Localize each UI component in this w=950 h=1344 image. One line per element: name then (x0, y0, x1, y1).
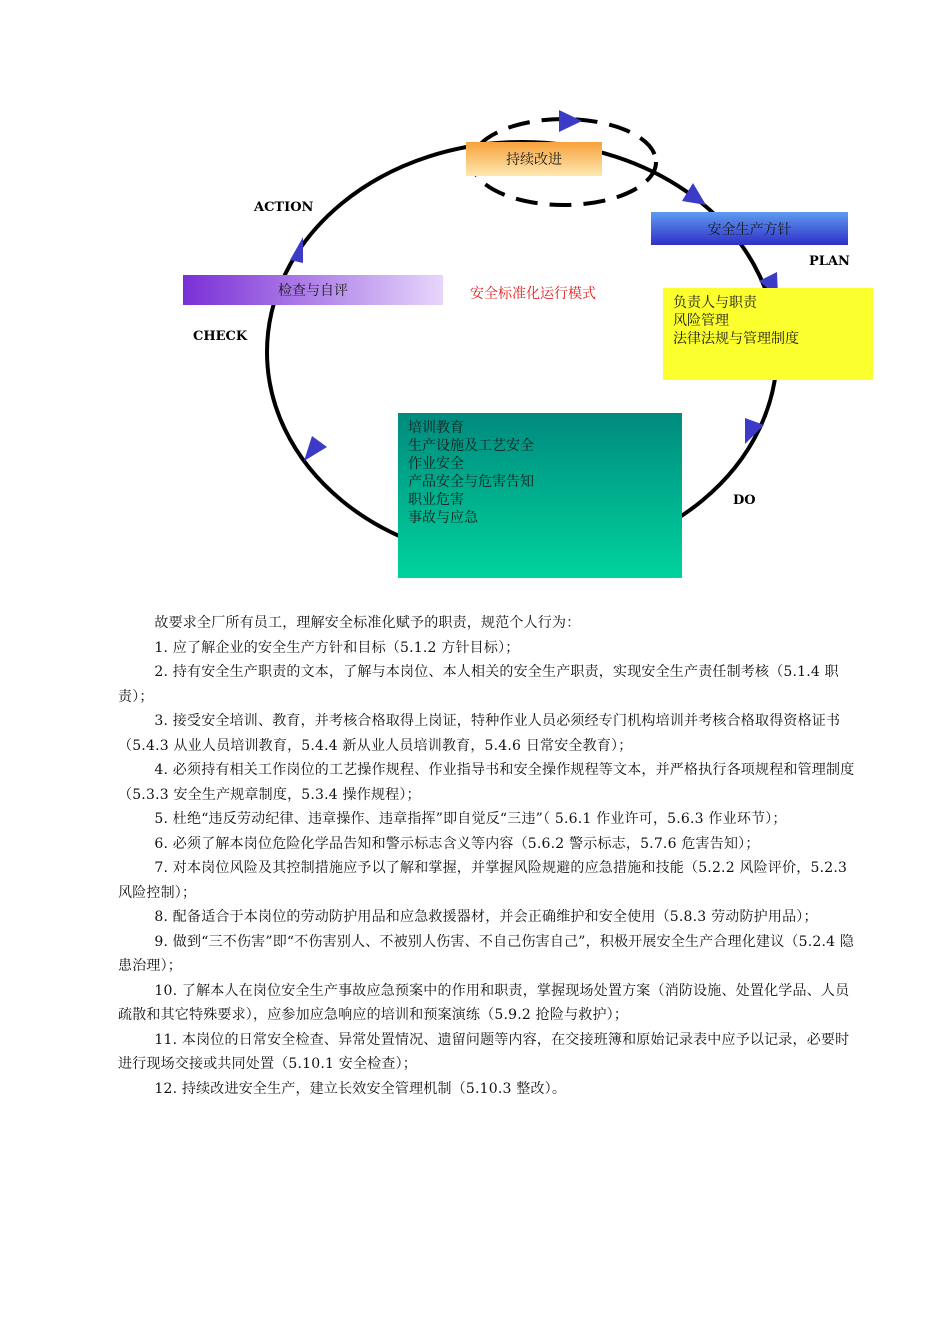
check-label-text: CHECK (193, 329, 248, 344)
do-item: 产品安全与危害告知 (408, 474, 534, 490)
policy-box (651, 212, 848, 245)
requirement-item: 7. 对本岗位风险及其控制措施应予以了解和掌握，并掌握风险规避的应急措施和技能（5.2.2 风险评价，5.2.3 风险控制）； (118, 860, 848, 901)
check-label: 检查与自评 (278, 283, 348, 299)
do-box (398, 413, 682, 578)
do-item: 生产设施及工艺安全 (408, 438, 534, 454)
plan-item: 风险管理 (673, 313, 729, 329)
requirement-item: 12. 持续改进安全生产，建立长效安全管理机制（5.10.3 整改）。 (154, 1080, 567, 1097)
arrow-improve-loop (559, 110, 582, 132)
do-item: 职业危害 (408, 492, 464, 508)
requirement-item: 4. 必须持有相关工作岗位的工艺操作规程、作业指导书和安全操作规程等文本，并严格执行各项规程和管理制度（5.3.3 安全生产规章制度，5.3.4 操作规程）； (118, 762, 855, 803)
requirement-item: 5. 杜绝“违反劳动纪律、违章操作、违章指挥”即自觉反“三违”（ 5.6.1 作业许可，5.6.3 作业环节）； (154, 811, 787, 827)
arrow-to-policy (682, 183, 706, 205)
arrow-to-action (290, 237, 303, 263)
requirement-item: 11. 本岗位的日常安全检查、异常处置情况、遗留问题等内容，在交接班簿和原始记录表中应予以记录，必要时进行现场交接或共同处置（5.10.1 安全检查）； (118, 1031, 850, 1072)
pdca-diagram (0, 0, 950, 600)
do-label: DO (733, 493, 756, 508)
intro-paragraph: 故要求全厂所有员工，理解安全标准化赋予的职责，规范个人行为： (154, 615, 581, 631)
arrow-to-check (304, 436, 327, 461)
plan-item: 法律法规与管理制度 (673, 331, 799, 347)
improve-box (466, 142, 602, 176)
policy-label: 安全生产方针 (707, 221, 792, 238)
improve-label: 持续改进 (506, 152, 562, 168)
requirement-item: 1. 应了解企业的安全生产方针和目标（5.1.2 方针目标）； (154, 639, 520, 656)
requirement-item: 3. 接受安全培训、教育，并考核合格取得上岗证，特种作业人员必须经专门机构培训并考核合格取得资格证书（5.4.3 从业人员培训教育，5.4.4 新从业人员培训教育，5.4.6 日常安全教育）； (118, 713, 841, 754)
do-item: 事故与应急 (408, 510, 478, 526)
plan-box (663, 288, 873, 380)
requirement-item: 2. 持有安全生产职责的文本，了解与本岗位、本人相关的安全生产职责，实现安全生产责任制考核（5.1.4 职责）； (118, 664, 839, 705)
requirement-item: 8. 配备适合于本岗位的劳动防护用品和应急救援器材，并会正确维护和安全使用（5.8.3 劳动防护用品）； (154, 909, 818, 925)
plan-item: 负责人与职责 (673, 295, 757, 311)
requirement-item: 10. 了解本人在岗位安全生产事故应急预案中的作用和职责，掌握现场处置方案（消防设施、处置化学品、人员疏散和其它特殊要求），应参加应急响应的培训和预案演练（5.9.2 抢险与救护）； (118, 982, 850, 1023)
check-box (183, 275, 443, 305)
do-item: 培训教育 (408, 420, 464, 436)
requirements-text (118, 611, 860, 1101)
plan-label: PLAN (809, 254, 850, 269)
requirement-item: 9. 做到“三不伤害”即“不伤害别人、不被别人伤害、不自己伤害自己”，积极开展安全生产合理化建议（5.2.4 隐患治理）； (118, 933, 855, 974)
requirement-item: 6. 必须了解本岗位危险化学品告知和警示标志含义等内容（5.6.2 警示标志，5.7.6 危害告知）； (154, 835, 760, 852)
do-item: 作业安全 (408, 456, 464, 472)
action-label: ACTION (254, 200, 314, 215)
center-title: 安全标准化运行模式 (470, 286, 596, 302)
